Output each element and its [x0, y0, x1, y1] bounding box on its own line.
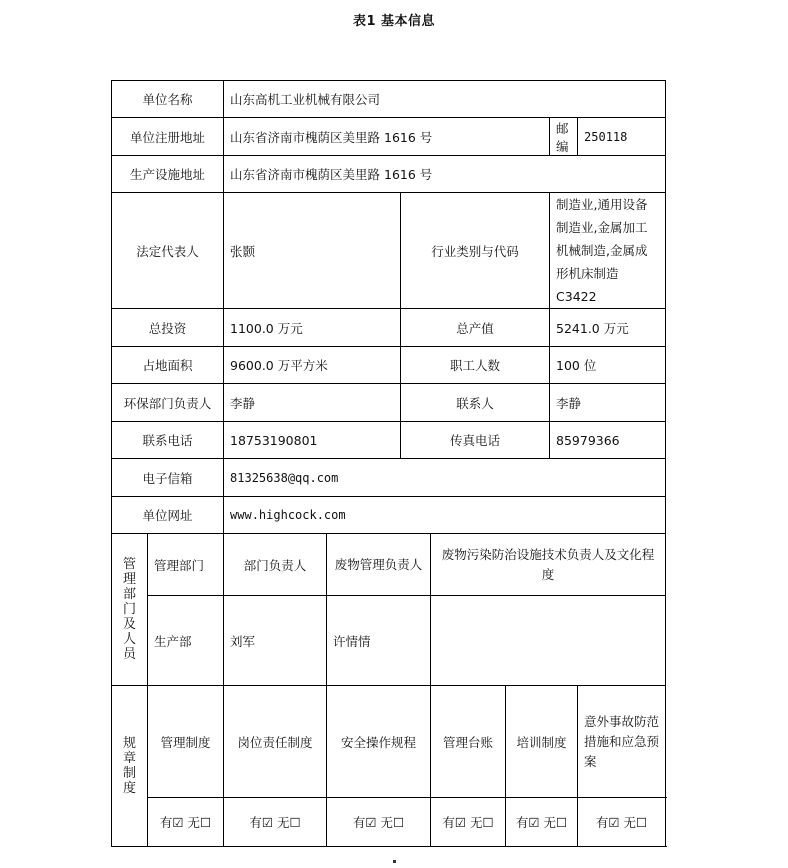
unit-name-value: 山东高机工业机械有限公司	[224, 81, 666, 118]
rules-status-mgmt-system: 有☑ 无☐	[148, 798, 224, 847]
output-value-label: 总产值	[401, 309, 550, 347]
mgmt-header-dept-head: 部门负责人	[224, 534, 327, 596]
staff-label: 职工人数	[401, 347, 550, 384]
postcode-value: 250118	[578, 118, 666, 156]
contact-label: 联系人	[401, 384, 550, 422]
area-value: 9600.0 万平方米	[224, 347, 401, 384]
row-legal-rep	[112, 193, 666, 309]
rules-status-training: 有☑ 无☐	[506, 798, 578, 847]
output-value-value: 5241.0 万元	[550, 309, 666, 347]
rules-header-post-responsibility: 岗位责任制度	[224, 686, 327, 798]
rules-section-label	[112, 686, 148, 847]
fax-value: 85979366	[550, 422, 666, 459]
investment-label: 总投资	[112, 309, 224, 347]
facility-address-value: 山东省济南市槐荫区美里路 1616 号	[224, 156, 666, 193]
staff-value: 100 位	[550, 347, 666, 384]
rules-header-safety-procedure: 安全操作规程	[327, 686, 431, 798]
row-phone	[112, 422, 666, 459]
postcode-label: 邮编	[550, 118, 578, 156]
rules-header-training: 培训制度	[506, 686, 578, 798]
row-area	[112, 347, 666, 384]
email-label: 电子信箱	[112, 459, 224, 497]
row-email	[112, 459, 666, 497]
mgmt-section-text: 管理部门及人员	[122, 557, 136, 662]
rules-status-emergency-plan: 有☑ 无☐	[578, 798, 666, 847]
mgmt-dept-head-value: 刘军	[224, 596, 327, 686]
industry-value: 制造业,通用设备制造业,金属加工机械制造,金属成形机床制造 C3422	[550, 193, 666, 309]
rules-header-ledger: 管理台账	[431, 686, 506, 798]
row-rules-headers	[112, 686, 666, 798]
mgmt-waste-head-value: 许情情	[327, 596, 431, 686]
row-reg-address	[112, 118, 666, 156]
email-value: 81325638@qq.com	[224, 459, 666, 497]
row-website	[112, 497, 666, 534]
row-investment	[112, 309, 666, 347]
rules-section-text: 规章制度	[122, 736, 136, 796]
website-label: 单位网址	[112, 497, 224, 534]
row-facility-address	[112, 156, 666, 193]
mgmt-header-department: 管理部门	[148, 534, 224, 596]
rules-status-ledger: 有☑ 无☐	[431, 798, 506, 847]
unit-name-label: 单位名称	[112, 81, 224, 118]
basic-info-table	[111, 80, 666, 847]
env-head-value: 李静	[224, 384, 401, 422]
row-mgmt-headers	[112, 534, 666, 596]
reg-address-label: 单位注册地址	[112, 118, 224, 156]
legal-rep-label: 法定代表人	[112, 193, 224, 309]
rules-status-safety-procedure: 有☑ 无☐	[327, 798, 431, 847]
env-head-label: 环保部门负责人	[112, 384, 224, 422]
rules-status-post-responsibility: 有☑ 无☐	[224, 798, 327, 847]
row-unit-name	[112, 81, 666, 118]
row-mgmt-values	[112, 596, 666, 686]
mgmt-header-waste-head: 废物管理负责人	[327, 534, 431, 596]
phone-value: 18753190801	[224, 422, 401, 459]
rules-header-emergency-plan: 意外事故防范措施和应急预案	[578, 686, 666, 798]
industry-label: 行业类别与代码	[401, 193, 550, 309]
page-title: 表1 基本信息	[352, 14, 436, 29]
row-env-head	[112, 384, 666, 422]
row-rules-status	[112, 798, 666, 847]
rules-header-mgmt-system: 管理制度	[148, 686, 224, 798]
page-footer-mark	[393, 860, 396, 863]
website-value: www.highcock.com	[224, 497, 666, 534]
contact-value: 李静	[550, 384, 666, 422]
mgmt-header-tech-head: 废物污染防治设施技术负责人及文化程度	[431, 534, 666, 596]
area-label: 占地面积	[112, 347, 224, 384]
reg-address-value: 山东省济南市槐荫区美里路 1616 号	[224, 118, 550, 156]
mgmt-department-value: 生产部	[148, 596, 224, 686]
fax-label: 传真电话	[401, 422, 550, 459]
mgmt-tech-head-value	[431, 596, 666, 686]
investment-value: 1100.0 万元	[224, 309, 401, 347]
phone-label: 联系电话	[112, 422, 224, 459]
facility-address-label: 生产设施地址	[112, 156, 224, 193]
mgmt-section-label	[112, 534, 148, 686]
legal-rep-value: 张颢	[224, 193, 401, 309]
